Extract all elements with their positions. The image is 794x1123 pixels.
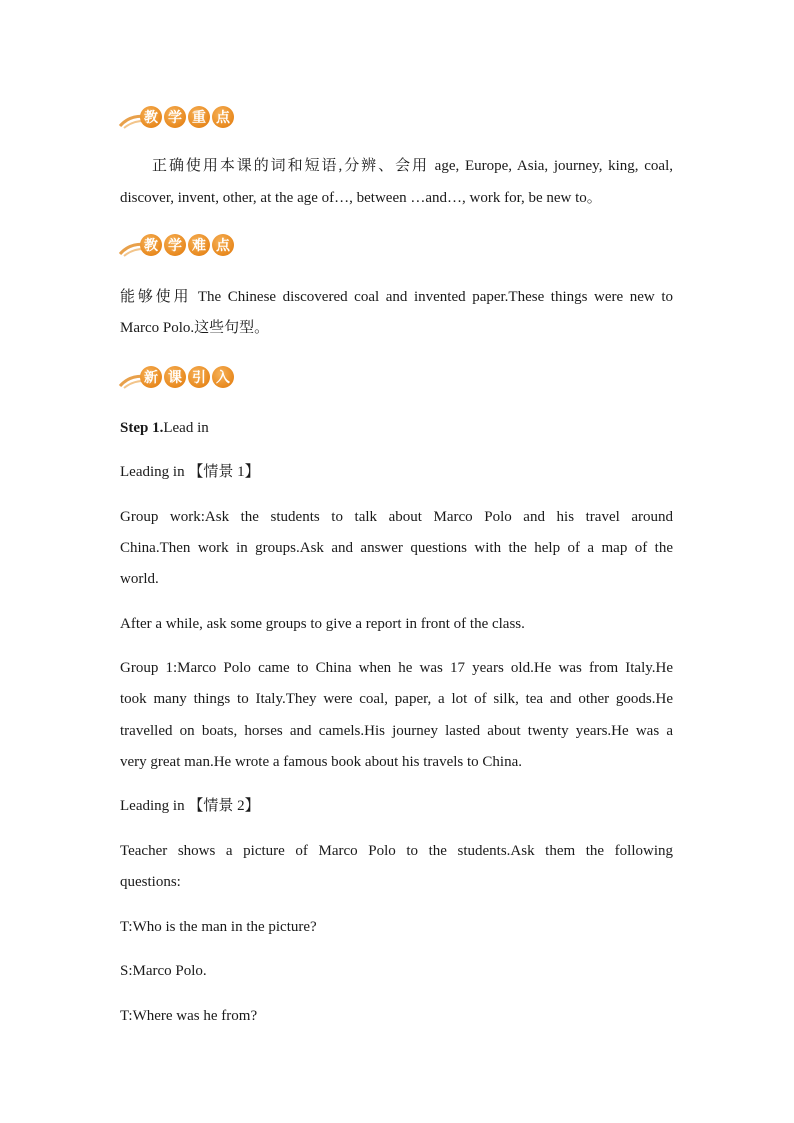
heading-char: 点	[212, 234, 234, 256]
teacher-line-1: Teacher shows a picture of Marco Polo to the students.Ask them the following	[120, 843, 673, 859]
focus-line-1: 正确使用本课的词和短语,分辨、会用 age, Europe, Asia, journey, king, coal,	[152, 158, 673, 174]
focus-line-2: discover, invent, other, at the age of…, between …and…, work for, be new to。	[120, 190, 602, 206]
group-work-line-1: Group work:Ask the students to talk about Marco Polo and his travel around	[120, 509, 673, 525]
heading-char: 课	[164, 366, 186, 388]
after-a-while-line: After a while, ask some groups to give a report in front of the class.	[120, 616, 525, 632]
group-1-line-3: travelled on boats, horses and camels.His journey lasted about twenty years.He was a	[120, 723, 673, 739]
leading-in-1: Leading in 【情景 1】	[120, 464, 260, 480]
heading-char: 学	[164, 234, 186, 256]
heading-char: 入	[212, 366, 234, 388]
heading-char: 点	[212, 106, 234, 128]
group-work-line-2: China.Then work in groups.Ask and answer questions with the help of a map of the	[120, 540, 673, 556]
group-1-line-1: Group 1:Marco Polo came to China when he was 17 years old.He was from Italy.He	[120, 660, 673, 676]
dialog-teacher-1: T:Who is the man in the picture?	[120, 919, 317, 935]
heading-char: 学	[164, 106, 186, 128]
dialog-teacher-2: T:Where was he from?	[120, 1008, 258, 1024]
teaching-difficulty-heading	[118, 234, 238, 258]
step-title: Lead in	[163, 420, 209, 436]
group-1-line-2: took many things to Italy.They were coal, paper, a lot of silk, tea and other goods.He	[120, 691, 673, 707]
heading-char: 引	[188, 366, 210, 388]
step-label: Step 1.	[120, 420, 164, 436]
teacher-line-2: questions:	[120, 874, 181, 890]
step-1-line	[120, 413, 673, 444]
heading-char: 重	[188, 106, 210, 128]
heading-char: 难	[188, 234, 210, 256]
heading-char: 新	[140, 366, 162, 388]
heading-char: 教	[140, 106, 162, 128]
dialog-student-1: S:Marco Polo.	[120, 963, 207, 979]
leading-in-2: Leading in 【情景 2】	[120, 798, 260, 814]
new-lesson-intro-heading	[118, 366, 238, 390]
group-1-line-4: very great man.He wrote a famous book about his travels to China.	[120, 754, 522, 770]
difficulty-line-1: 能够使用 The Chinese discovered coal and invented paper.These things were new to	[120, 289, 673, 305]
difficulty-line-2: Marco Polo.这些句型。	[120, 320, 270, 336]
group-work-line-3: world.	[120, 571, 159, 587]
teaching-focus-heading	[118, 106, 238, 130]
heading-char: 教	[140, 234, 162, 256]
